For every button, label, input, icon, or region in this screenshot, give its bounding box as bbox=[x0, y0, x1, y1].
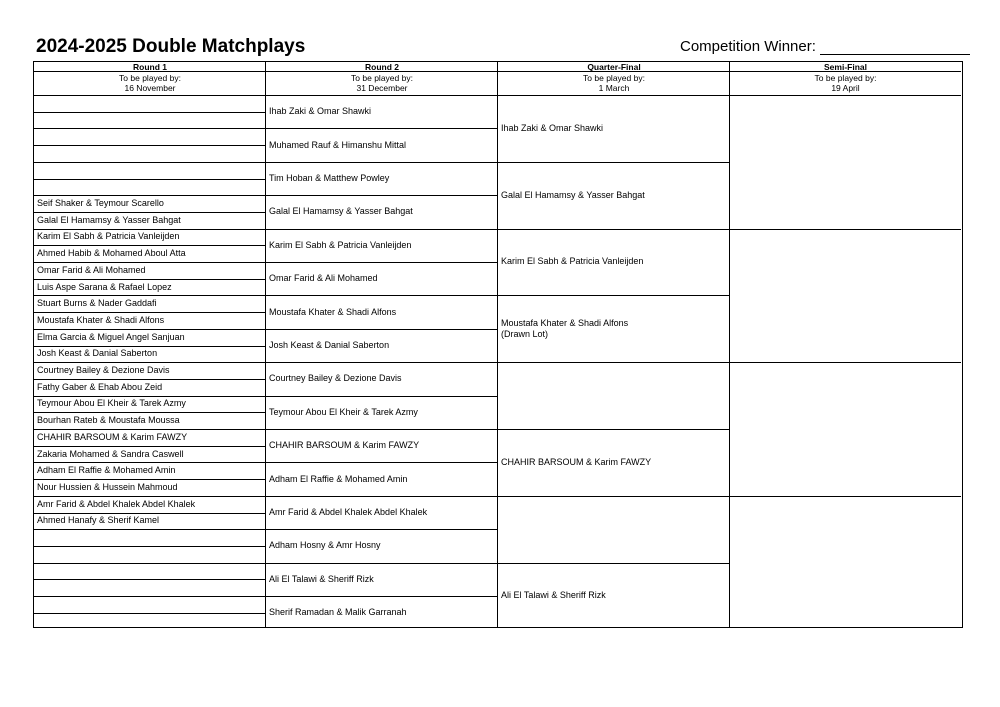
round2-entry: Moustafa Khater & Shadi Alfons bbox=[269, 306, 397, 317]
round1-row-line bbox=[34, 229, 266, 230]
round1-entry: Adham El Raffie & Mohamed Amin bbox=[37, 465, 176, 476]
round2-entry: Omar Farid & Ali Mohamed bbox=[269, 273, 378, 284]
semifinal-row-line bbox=[730, 496, 961, 497]
round2-row-line bbox=[266, 429, 498, 430]
round1-entry bbox=[34, 162, 266, 179]
round1-entry bbox=[34, 546, 266, 563]
round1-entry: Stuart Burns & Nader Gaddafi bbox=[37, 298, 157, 309]
round1-entry: Karim El Sabh & Patricia Vanleijden bbox=[37, 231, 180, 242]
round2-row-line bbox=[266, 396, 498, 397]
round1-row-line bbox=[34, 379, 266, 380]
column-header: Round 2 bbox=[365, 62, 399, 72]
round2-entry: Galal El Hamamsy & Yasser Bahgat bbox=[269, 206, 413, 217]
round1-entry: Amr Farid & Abdel Khalek Abdel Khalek bbox=[37, 498, 196, 509]
round2-entry: Teymour Abou El Kheir & Tarek Azmy bbox=[269, 406, 418, 417]
winner-blank-line bbox=[820, 38, 970, 55]
round2-row-line bbox=[266, 329, 498, 330]
quarterfinal-row-line bbox=[498, 162, 730, 163]
round1-entry: Galal El Hamamsy & Yasser Bahgat bbox=[37, 214, 181, 225]
round2-entry: Adham Hosny & Amr Hosny bbox=[269, 540, 381, 551]
round2-row-line bbox=[266, 162, 498, 163]
round1-row-line bbox=[34, 613, 266, 614]
round1-row-line bbox=[34, 446, 266, 447]
round1-entry: Luis Aspe Sarana & Rafael Lopez bbox=[37, 281, 172, 292]
round2-entry: CHAHIR BARSOUM & Karim FAWZY bbox=[269, 440, 420, 451]
winner-label: Competition Winner: bbox=[680, 38, 816, 55]
round1-row-line bbox=[34, 513, 266, 514]
column-deadline bbox=[498, 72, 730, 96]
column-deadline bbox=[266, 72, 498, 96]
round2-entry: Courtney Bailey & Dezione Davis bbox=[269, 373, 402, 384]
round2-row-line bbox=[266, 262, 498, 263]
round1-entry: Moustafa Khater & Shadi Alfons bbox=[37, 314, 165, 325]
quarterfinal-entry: CHAHIR BARSOUM & Karim FAWZY bbox=[501, 456, 652, 467]
round2-entry: Adham El Raffie & Mohamed Amin bbox=[269, 473, 408, 484]
round1-row-line bbox=[34, 529, 266, 530]
semifinal-row-line bbox=[730, 362, 961, 363]
round1-entry: Josh Keast & Danial Saberton bbox=[37, 348, 158, 359]
round1-row-line bbox=[34, 329, 266, 330]
round1-entry bbox=[34, 529, 266, 546]
round2-entry: Ihab Zaki & Omar Shawki bbox=[269, 106, 372, 117]
round1-row-line bbox=[34, 112, 266, 113]
round2-entry: Tim Hoban & Matthew Powley bbox=[269, 172, 390, 183]
column-header: Round 1 bbox=[133, 62, 167, 72]
deadline-date: 31 December bbox=[356, 83, 408, 93]
round2-entry: Ali El Talawi & Sheriff Rizk bbox=[269, 573, 374, 584]
deadline-date: 1 March bbox=[598, 83, 630, 93]
round2-entry: Josh Keast & Danial Saberton bbox=[269, 339, 390, 350]
round1-row-line bbox=[34, 496, 266, 497]
quarterfinal-row-line bbox=[498, 295, 730, 296]
round1-entry bbox=[34, 613, 266, 630]
round1-entry: Seif Shaker & Teymour Scarello bbox=[37, 198, 164, 209]
column-deadline bbox=[34, 72, 266, 96]
round2-row-line bbox=[266, 195, 498, 196]
round1-entry bbox=[34, 145, 266, 162]
deadline-date: 19 April bbox=[831, 83, 860, 93]
round1-row-line bbox=[34, 396, 266, 397]
quarterfinal-entry bbox=[498, 496, 730, 563]
round1-row-line bbox=[34, 412, 266, 413]
column-header: Quarter-Final bbox=[587, 62, 641, 72]
round1-entry: CHAHIR BARSOUM & Karim FAWZY bbox=[37, 431, 188, 442]
quarterfinal-entry: Ihab Zaki & Omar Shawki bbox=[501, 122, 604, 133]
round1-entry bbox=[34, 579, 266, 596]
column-header: Semi-Final bbox=[824, 62, 867, 72]
quarterfinal-entry bbox=[498, 362, 730, 429]
quarterfinal-entry: Ali El Talawi & Sheriff Rizk bbox=[501, 590, 606, 601]
round1-entry bbox=[34, 128, 266, 145]
round1-row-line bbox=[34, 212, 266, 213]
round1-entry: Ahmed Hanafy & Sherif Kamel bbox=[37, 515, 160, 526]
round1-row-line bbox=[34, 479, 266, 480]
round2-entry: Amr Farid & Abdel Khalek Abdel Khalek bbox=[269, 506, 428, 517]
round2-row-line bbox=[266, 496, 498, 497]
round1-entry: Teymour Abou El Kheir & Tarek Azmy bbox=[37, 398, 186, 409]
round2-row-line bbox=[266, 462, 498, 463]
deadline-label: To be played by: bbox=[814, 73, 877, 83]
quarterfinal-row-line bbox=[498, 229, 730, 230]
quarterfinal-row-line bbox=[498, 362, 730, 363]
semifinal-entry bbox=[730, 496, 961, 630]
bracket-table bbox=[33, 61, 963, 628]
round1-row-line bbox=[34, 179, 266, 180]
round1-entry bbox=[34, 179, 266, 196]
round1-row-line bbox=[34, 346, 266, 347]
page-title: 2024-2025 Double Matchplays bbox=[36, 36, 306, 57]
round1-entry: Ahmed Habib & Mohamed Aboul Atta bbox=[37, 248, 186, 259]
round1-row-line bbox=[34, 312, 266, 313]
round1-entry: Nour Hussien & Hussein Mahmoud bbox=[37, 481, 178, 492]
round1-row-line bbox=[34, 462, 266, 463]
round2-row-line bbox=[266, 362, 498, 363]
round1-entry: Bourhan Rateb & Moustafa Moussa bbox=[37, 415, 180, 426]
round1-row-line bbox=[34, 262, 266, 263]
quarterfinal-row-line bbox=[498, 496, 730, 497]
round1-row-line bbox=[34, 128, 266, 129]
quarterfinal-entry: Moustafa Khater & Shadi Alfons (Drawn Lot) bbox=[501, 317, 629, 339]
column-deadline bbox=[730, 72, 961, 96]
round1-row-line bbox=[34, 429, 266, 430]
round1-row-line bbox=[34, 279, 266, 280]
deadline-date: 16 November bbox=[124, 83, 176, 93]
round2-row-line bbox=[266, 596, 498, 597]
round1-entry bbox=[34, 596, 266, 613]
round2-entry: Karim El Sabh & Patricia Vanleijden bbox=[269, 239, 412, 250]
round2-entry: Sherif Ramadan & Malik Garranah bbox=[269, 607, 407, 618]
round1-row-line bbox=[34, 563, 266, 564]
round1-row-line bbox=[34, 295, 266, 296]
round1-entry: Zakaria Mohamed & Sandra Caswell bbox=[37, 448, 184, 459]
round2-entry: Muhamed Rauf & Himanshu Mittal bbox=[269, 139, 407, 150]
quarterfinal-row-line bbox=[498, 563, 730, 564]
round1-row-line bbox=[34, 546, 266, 547]
semifinal-row-line bbox=[730, 229, 961, 230]
round1-row-line bbox=[34, 162, 266, 163]
round2-row-line bbox=[266, 563, 498, 564]
round1-entry: Elma Garcia & Miguel Angel Sanjuan bbox=[37, 331, 185, 342]
round1-entry: Omar Farid & Ali Mohamed bbox=[37, 264, 146, 275]
round1-row-line bbox=[34, 362, 266, 363]
round1-row-line bbox=[34, 195, 266, 196]
deadline-label: To be played by: bbox=[583, 73, 645, 83]
round1-entry bbox=[34, 95, 266, 112]
round1-entry bbox=[34, 112, 266, 129]
semifinal-entry bbox=[730, 229, 961, 363]
round1-entry: Fathy Gaber & Ehab Abou Zeid bbox=[37, 381, 163, 392]
round1-row-line bbox=[34, 596, 266, 597]
deadline-label: To be played by: bbox=[119, 73, 181, 83]
round1-entry bbox=[34, 563, 266, 580]
round1-row-line bbox=[34, 245, 266, 246]
round2-row-line bbox=[266, 295, 498, 296]
round2-row-line bbox=[266, 128, 498, 129]
round1-row-line bbox=[34, 579, 266, 580]
quarterfinal-row-line bbox=[498, 429, 730, 430]
round2-row-line bbox=[266, 229, 498, 230]
round1-entry: Courtney Bailey & Dezione Davis bbox=[37, 365, 170, 376]
competition-winner bbox=[680, 38, 970, 55]
semifinal-entry bbox=[730, 362, 961, 496]
round2-row-line bbox=[266, 529, 498, 530]
semifinal-entry bbox=[730, 95, 961, 229]
round1-row-line bbox=[34, 145, 266, 146]
quarterfinal-entry: Galal El Hamamsy & Yasser Bahgat bbox=[501, 189, 645, 200]
quarterfinal-entry: Karim El Sabh & Patricia Vanleijden bbox=[501, 256, 644, 267]
deadline-label: To be played by: bbox=[351, 73, 413, 83]
